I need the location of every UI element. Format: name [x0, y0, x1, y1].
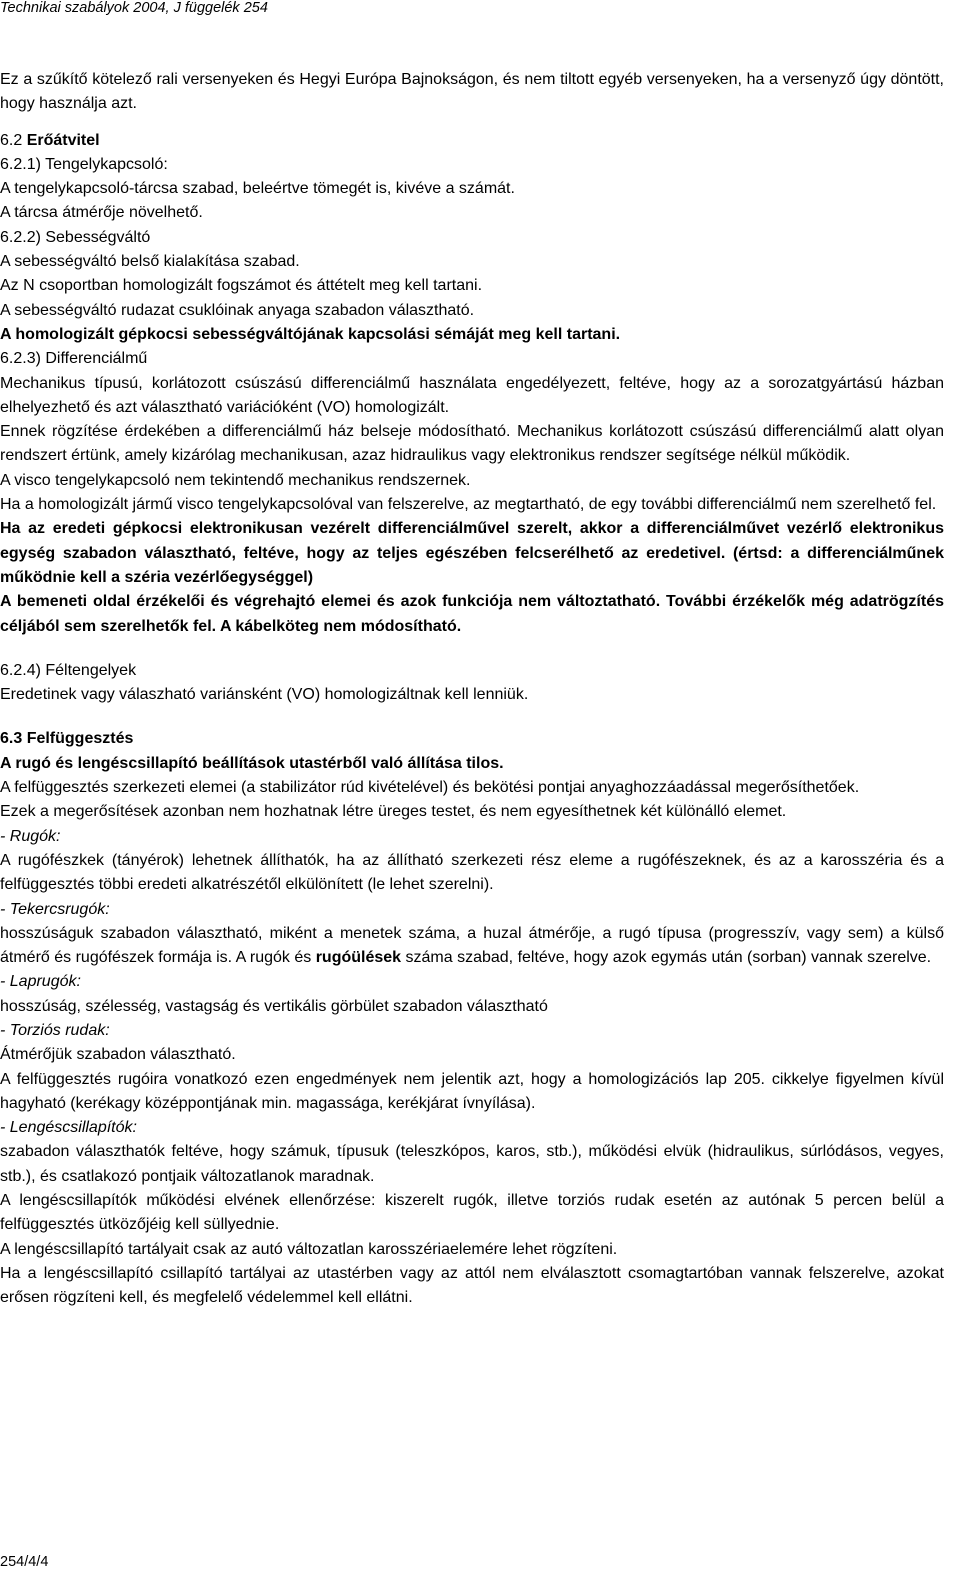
coil-springs-paragraph: hosszúságuk szabadon választható, miként a menetek száma, a huzal átmérője, a rugó típusa (progresszív, vagy sem) a külső átmérő és rugófészek formája is. A rugók és rugóülések száma szabad, feltéve, hogy azok egymás után (sorban) vannak szerelve. — [0, 924, 944, 967]
suspension-paragraph-1: A rugó és lengéscsillapító beállítások utastérből való állítása tilos. — [0, 754, 504, 772]
halfshaft-paragraph: Eredetinek vagy válaszható variánsként (VO) homologizáltnak kell lenniük. — [0, 686, 529, 704]
section-6-2-4-heading: 6.2.4) Féltengelyek — [0, 661, 137, 679]
suspension-paragraph-2: A felfüggesztés szerkezeti elemei (a stabilizátor rúd kivételével) és bekötési pontjai anyaghozzáadással megerősíthetőek. — [0, 779, 860, 797]
clutch-line-1: A tengelykapcsoló-tárcsa szabad, beleértve tömegét is, kivéve a számát. — [0, 180, 515, 198]
gearbox-line-3: A sebességváltó rudazat csuklóinak anyaga szabadon választható. — [0, 301, 475, 319]
diff-paragraph-5: Ha az eredeti gépkocsi elektronikusan vezérelt differenciálművel szerelt, akkor a differenciálművet vezérlő elektronikus egység szabadon választható, feltéve, hogy az teljes egészében felcserélhető az eredetivel. (értsd: a differenciálműnek működnie kell a széria vezérlőegységgel) — [0, 520, 944, 586]
section-6-2-3-heading: 6.2.3) Differenciálmű — [0, 350, 148, 368]
diff-paragraph-3: A visco tengelykapcsoló nem tekintendő mechanikus rendszernek. — [0, 471, 471, 489]
torsion-bars-label: - Torziós rudak: — [0, 1021, 110, 1039]
suspension-paragraph-3: Ezek a megerősítések azonban nem hozhatnak létre üreges testet, és nem egyesíthetnek két különálló elemet. — [0, 803, 787, 821]
gearbox-line-4: A homologizált gépkocsi sebességváltójának kapcsolási sémáját meg kell tartani. — [0, 325, 621, 343]
shock-absorbers-paragraph-4: Ha a lengéscsillapító csillapító tartályai az utastérben vagy az attól nem elválasztott csomagtartóban vannak felszerelve, azokat erősen rögzíteni kell, és megfelelő védelemmel kell ellátni. — [0, 1264, 944, 1307]
leaf-springs-label: - Laprugók: — [0, 973, 81, 991]
torsion-bars-paragraph-2: A felfüggesztés rugóira vonatkozó ezen engedmények nem jelentik azt, hogy a homologizációs lap 205. cikkelye figyelmen kívül hagyható (kerékagy középpontjának min. magassága, kerékjárat ívnyílása). — [0, 1070, 944, 1112]
torsion-bars-paragraph: Átmérőjük szabadon választható. — [0, 1046, 236, 1064]
shock-absorbers-paragraph-1: szabadon választhatók feltéve, hogy számuk, típusuk (teleszkópos, karos, stb.), működési elvük (hidraulikus, súrlódásos, vegyes, stb.), és csatlakozó pontjaik változatlanok maradnak. — [0, 1143, 944, 1185]
section-6-2-2-heading: 6.2.2) Sebességváltó — [0, 228, 151, 246]
shock-absorbers-paragraph-2: A lengéscsillapítók működési elvének ellenőrzése: kiszerelt rugók, illetve torziós rudak esetén az autónak 5 percen belül a felfüggesztés ütközőjéig kell süllyednie. — [0, 1192, 944, 1234]
section-6-3-heading: 6.3 Felfüggesztés — [0, 730, 134, 748]
intro-paragraph: Ez a szűkítő kötelező rali versenyeken és Hegyi Európa Bajnokságon, és nem tiltott egyéb versenyeken, ha a versenyző úgy döntött, hogy használja azt. — [0, 71, 944, 113]
coil-springs-label: - Tekercsrugók: — [0, 900, 110, 918]
springs-paragraph: A rugófészkek (tányérok) lehetnek állíthatók, ha az állítható szerkezeti rész eleme a rugófészeknek, és az a karosszéria és a felfüggesztés többi eredeti alkatrészétől elkülönített (le lehet szerelni). — [0, 851, 944, 894]
clutch-line-2: A tárcsa átmérője növelhető. — [0, 204, 203, 222]
section-6-2-1-heading: 6.2.1) Tengelykapcsoló: — [0, 155, 168, 173]
diff-paragraph-2: Ennek rögzítése érdekében a differenciálmű ház belseje módosítható. Mechanikus korlátozott csúszású differenciálmű alatt olyan rendszert értünk, amely kizárólag mechanikusan, azaz hidraulikus vagy elektronikus rendszer segítsége nélkül működik. — [0, 423, 944, 465]
gearbox-line-2: Az N csoportban homologizált fogszámot és áttételt meg kell tartani. — [0, 277, 483, 295]
running-header: Technikai szabályok 2004, J függelék 254 — [0, 0, 268, 16]
diff-paragraph-4: Ha a homologizált jármű visco tengelykapcsolóval van felszerelve, az megtartható, de egy további differenciálmű nem szerelhető fel. — [0, 496, 937, 514]
document-body — [0, 68, 944, 1311]
springs-label: - Rugók: — [0, 827, 61, 845]
leaf-springs-paragraph: hosszúság, szélesség, vastagság és vertikális görbület szabadon választható — [0, 997, 548, 1015]
page-number: 254/4/4 — [0, 1554, 49, 1570]
shock-absorbers-label: - Lengéscsillapítók: — [0, 1119, 137, 1137]
shock-absorbers-paragraph-3: A lengéscsillapító tartályait csak az autó változatlan karosszériaelemére lehet rögzíteni. — [0, 1240, 618, 1258]
gearbox-line-1: A sebességváltó belső kialakítása szabad. — [0, 253, 300, 271]
section-6-2-heading: 6.2 Erőátvitel — [0, 131, 100, 149]
diff-paragraph-1: Mechanikus típusú, korlátozott csúszású differenciálmű használata engedélyezett, feltéve, hogy az a sorozatgyártású házban elhelyezhető és azt választható variációként (VO) homologizált. — [0, 374, 944, 416]
diff-paragraph-6: A bemeneti oldal érzékelői és végrehajtó elemei és azok funkciója nem változtatható. További érzékelők még adatrögzítés céljából sem szerelhetők fel. A kábelköteg nem módosítható. — [0, 593, 944, 635]
